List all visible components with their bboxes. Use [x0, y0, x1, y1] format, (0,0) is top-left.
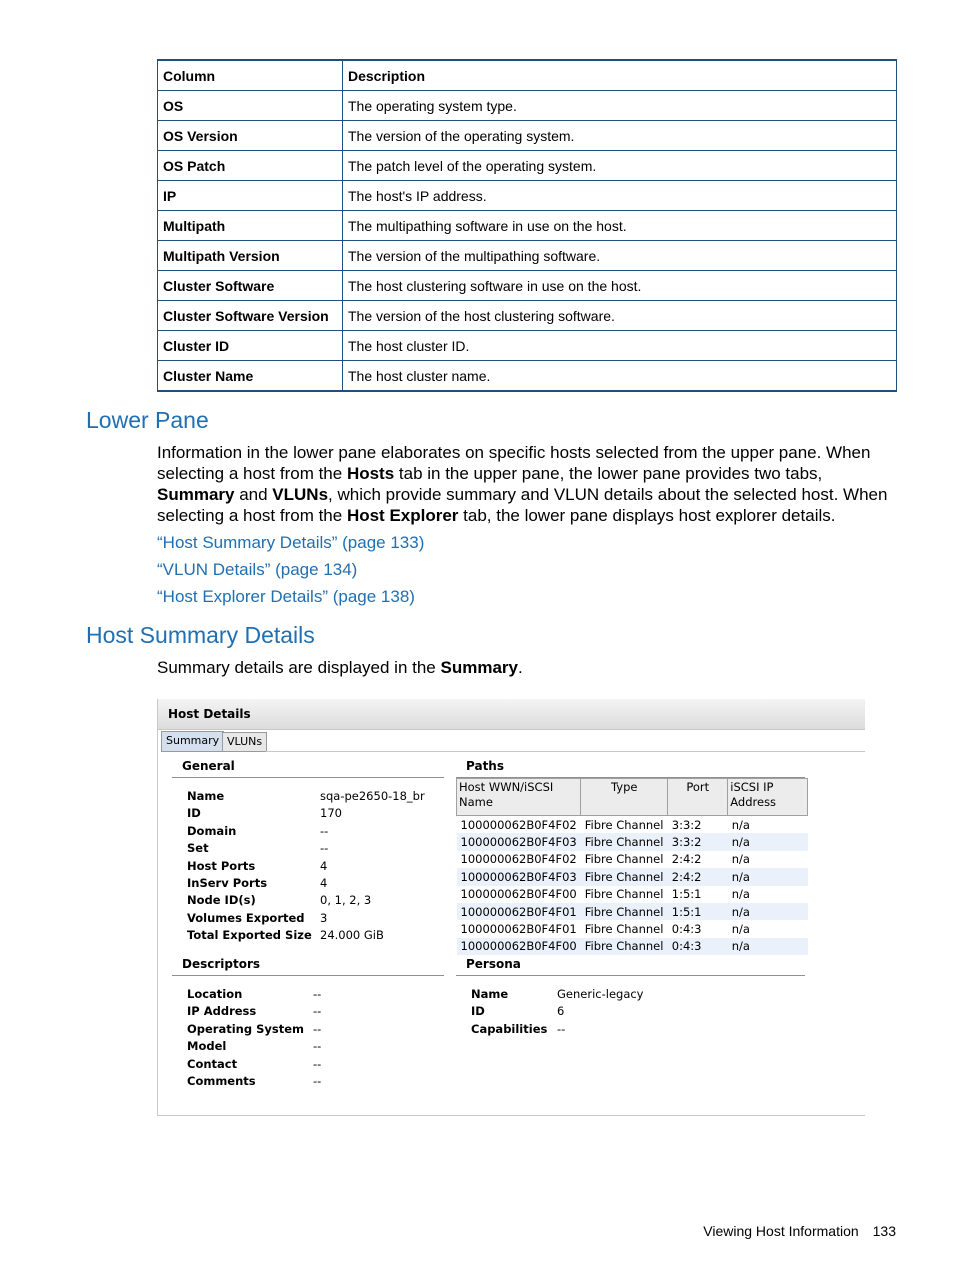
host-summary-paragraph	[157, 657, 897, 678]
host-details-panel	[157, 699, 865, 1116]
path-type: Fibre Channel	[581, 903, 668, 920]
text-run: and	[234, 485, 273, 504]
bold-term-host-explorer: Host Explorer	[346, 506, 459, 525]
paths-col-type[interactable]: Type	[581, 779, 668, 816]
column-description: The operating system type.	[343, 91, 897, 121]
field-value: --	[313, 1056, 322, 1071]
field-value: sqa-pe2650-18_br	[320, 789, 425, 803]
lower-pane-heading: Lower Pane	[86, 407, 209, 433]
lower-pane-paragraph	[157, 442, 897, 526]
path-wwn: 100000062B0F4F02	[460, 852, 577, 867]
path-port: 1:5:1	[668, 903, 728, 920]
table-row	[158, 301, 897, 331]
table-row	[158, 271, 897, 301]
path-iscsi-ip: n/a	[731, 922, 750, 937]
host-summary-heading: Host Summary Details	[86, 622, 315, 648]
field-label: ID	[471, 1004, 485, 1019]
path-port: 0:4:3	[671, 922, 702, 937]
general-section-title: General	[172, 759, 444, 778]
field-label: Node ID(s)	[187, 893, 256, 908]
field-value: --	[313, 1039, 322, 1054]
paths-row[interactable]	[457, 816, 808, 834]
paths-row[interactable]	[457, 833, 808, 850]
path-port: 2:4:2	[671, 852, 702, 867]
link-host-explorer-details[interactable]: “Host Explorer Details” (page 138)	[157, 587, 415, 606]
path-iscsi-ip: n/a	[728, 903, 808, 920]
field-label: IP Address	[187, 1004, 257, 1019]
field-value: --	[320, 841, 329, 856]
path-wwn: 100000062B0F4F03	[457, 833, 581, 850]
bold-term-summary: Summary	[440, 658, 518, 677]
paths-section-title: Paths	[456, 759, 805, 778]
text-run: tab, the lower pane displays host explorer details.	[458, 506, 836, 525]
page-number: 133	[872, 1223, 896, 1239]
column-description: The version of the host clustering software.	[343, 301, 897, 331]
path-port: 1:5:1	[671, 887, 702, 902]
field-label: Capabilities	[471, 1021, 548, 1036]
path-type: Fibre Channel	[584, 922, 664, 937]
path-iscsi-ip: n/a	[731, 887, 750, 902]
field-label: Contact	[187, 1056, 238, 1071]
path-port: 2:4:2	[668, 868, 728, 885]
description-header: Description	[343, 60, 897, 91]
column-description: The multipathing software in use on the host.	[343, 211, 897, 241]
text-run: Summary details are displayed in the	[157, 658, 441, 677]
field-label: Operating System	[187, 1021, 305, 1036]
path-wwn: 100000062B0F4F00	[457, 938, 581, 955]
field-value: 24.000 GiB	[320, 928, 384, 943]
field-value: --	[320, 823, 329, 838]
paths-row[interactable]	[457, 938, 808, 955]
table-row	[158, 91, 897, 121]
field-label: Name	[471, 987, 509, 1001]
paths-row[interactable]	[457, 851, 808, 868]
path-iscsi-ip: n/a	[731, 817, 750, 832]
column-name: Cluster ID	[158, 331, 343, 361]
table-row	[158, 331, 897, 361]
tab-summary[interactable]: Summary	[161, 731, 224, 752]
paths-header-row	[457, 779, 808, 816]
field-value: 6	[557, 1004, 565, 1019]
field-label: Model	[187, 1039, 227, 1054]
column-name: Cluster Name	[158, 361, 343, 392]
path-wwn: 100000062B0F4F02	[460, 817, 577, 832]
column-name: Multipath	[158, 211, 343, 241]
path-type: Fibre Channel	[581, 833, 668, 850]
paths-grid[interactable]	[456, 778, 808, 955]
column-name: OS Patch	[158, 151, 343, 181]
path-iscsi-ip: n/a	[728, 833, 808, 850]
panel-titlebar	[158, 699, 865, 730]
column-name: IP	[158, 181, 343, 211]
bold-term-vluns: VLUNs	[272, 485, 329, 504]
path-port: 0:4:3	[668, 938, 728, 955]
field-value: 0, 1, 2, 3	[320, 893, 372, 908]
bold-term-hosts: Hosts	[346, 464, 395, 483]
field-label: Name	[187, 789, 225, 803]
field-value: 170	[320, 806, 342, 821]
table-row	[158, 241, 897, 271]
link-host-summary-details[interactable]: “Host Summary Details” (page 133)	[157, 533, 425, 552]
field-label: Total Exported Size	[187, 928, 312, 943]
column-name: Multipath Version	[158, 241, 343, 271]
table-row	[158, 211, 897, 241]
field-label: Location	[187, 987, 243, 1001]
text-run: , which provide summary and VLUN details about the selected host. When selecting a host from the	[157, 485, 888, 525]
column-header: Column	[158, 60, 343, 91]
paths-row[interactable]	[457, 903, 808, 920]
field-label: Host Ports	[187, 858, 256, 873]
path-type: Fibre Channel	[581, 938, 668, 955]
text-run: tab in the upper pane, the lower pane provides two tabs,	[394, 464, 823, 483]
field-label: InServ Ports	[187, 876, 268, 890]
path-wwn: 100000062B0F4F00	[460, 887, 577, 902]
field-label: Domain	[187, 823, 237, 838]
tab-divider	[266, 751, 865, 752]
field-value: --	[313, 987, 322, 1001]
field-label: Volumes Exported	[187, 910, 305, 925]
bold-term-summary: Summary	[157, 485, 235, 504]
column-description: The host clustering software in use on the host.	[343, 271, 897, 301]
field-value: --	[557, 1021, 566, 1036]
paths-row[interactable]	[457, 920, 808, 937]
field-label: Set	[187, 841, 209, 856]
path-wwn: 100000062B0F4F01	[457, 903, 581, 920]
path-wwn: 100000062B0F4F01	[460, 922, 577, 937]
field-value: Generic-legacy	[557, 987, 644, 1001]
column-name: Cluster Software Version	[158, 301, 343, 331]
table-row	[158, 151, 897, 181]
column-name: OS Version	[158, 121, 343, 151]
tab-vluns[interactable]: VLUNs	[222, 732, 267, 752]
persona-section-title: Persona	[456, 957, 805, 976]
field-value: 3	[320, 910, 328, 925]
descriptors-section-title: Descriptors	[172, 957, 444, 976]
column-description: The patch level of the operating system.	[343, 151, 897, 181]
column-description: The host cluster ID.	[343, 331, 897, 361]
path-port: 3:3:2	[671, 817, 702, 832]
paths-col-iscsi-ip[interactable]: iSCSI IP Address	[728, 779, 808, 816]
field-label: ID	[187, 806, 201, 821]
path-iscsi-ip: n/a	[731, 852, 750, 867]
column-description: The host cluster name.	[343, 361, 897, 392]
field-label: Comments	[187, 1074, 256, 1088]
field-value: --	[313, 1021, 322, 1036]
footer-section-title: Viewing Host Information	[703, 1223, 859, 1239]
path-type: Fibre Channel	[581, 868, 668, 885]
paths-row[interactable]	[457, 868, 808, 885]
field-value: 4	[320, 858, 328, 873]
table-row	[158, 181, 897, 211]
field-value: --	[313, 1074, 322, 1088]
path-type: Fibre Channel	[584, 852, 664, 867]
path-iscsi-ip: n/a	[728, 868, 808, 885]
column-name: Cluster Software	[158, 271, 343, 301]
table-row	[158, 361, 897, 392]
column-description: The version of the multipathing software.	[343, 241, 897, 271]
text-run: .	[517, 658, 523, 677]
paths-col-port[interactable]: Port	[668, 779, 728, 816]
path-type: Fibre Channel	[584, 887, 664, 902]
field-value: 4	[320, 876, 328, 890]
column-description: The host's IP address.	[343, 181, 897, 211]
path-iscsi-ip: n/a	[728, 938, 808, 955]
link-vlun-details[interactable]: “VLUN Details” (page 134)	[157, 560, 358, 579]
page-footer	[703, 1223, 896, 1239]
path-port: 3:3:2	[668, 833, 728, 850]
table-row	[158, 121, 897, 151]
paths-row[interactable]	[457, 886, 808, 903]
column-description-table	[157, 59, 897, 392]
field-value: --	[313, 1004, 322, 1019]
path-wwn: 100000062B0F4F03	[457, 868, 581, 885]
paths-col-wwn[interactable]: Host WWN/iSCSI Name	[457, 779, 581, 816]
text-run: Information in the lower pane elaborates on specific hosts selected from the upper pane. When selecting a host from the	[157, 443, 871, 483]
column-description: The version of the operating system.	[343, 121, 897, 151]
table-header-row	[158, 60, 897, 91]
path-type: Fibre Channel	[584, 817, 664, 832]
column-name: OS	[158, 91, 343, 121]
panel-title: Host Details	[168, 707, 251, 721]
